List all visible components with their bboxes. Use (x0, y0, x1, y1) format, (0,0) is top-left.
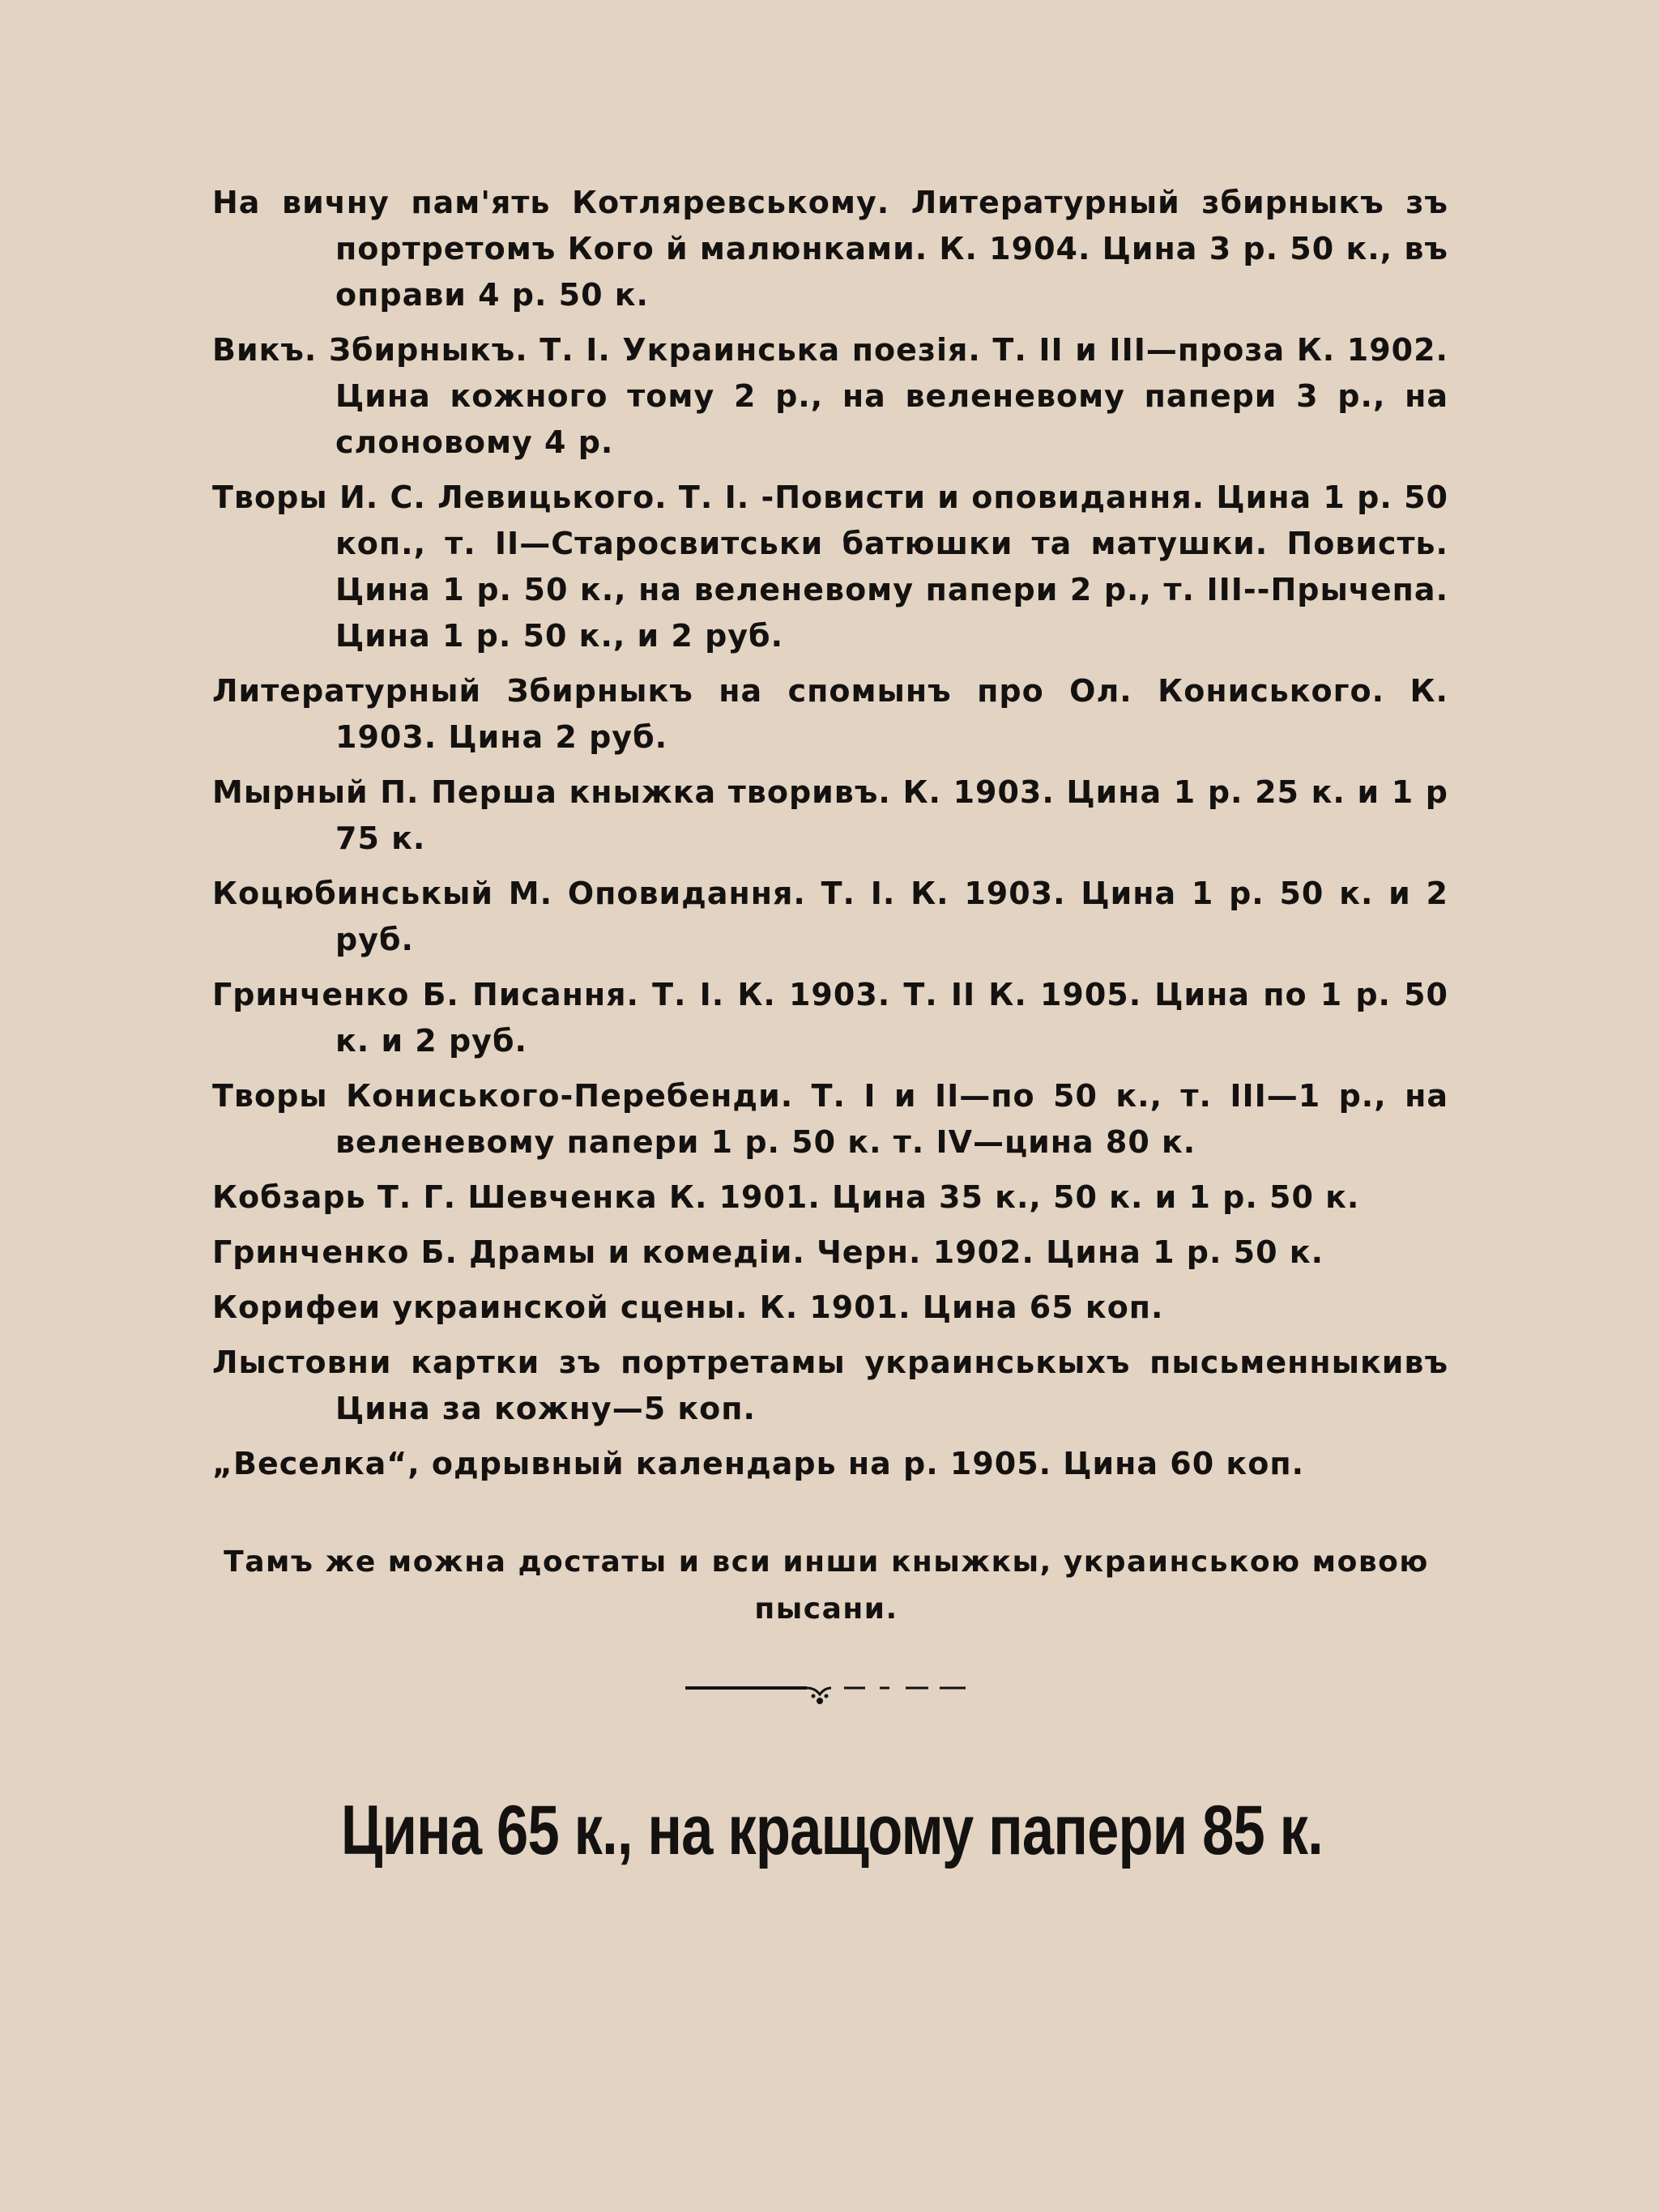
list-item: „Веселка“, одрывный календарь на р. 1905. Цина 60 коп. (212, 1446, 1305, 1481)
list-item: Гринченко Б. Драмы и комедіи. Черн. 1902. Цина 1 р. 50 к. (212, 1234, 1324, 1270)
list-item: Викъ. Збирныкъ. Т. I. Украинська поезія. Т. II и III—проза К. 1902. Цина кожного тому 2 р., на веленевому папери 3 р., на слоновому 4 р. (212, 332, 1448, 460)
list-item: Коцюбинськый М. Оповидання. Т. I. К. 1903. Цина 1 р. 50 к. и 2 руб. (212, 876, 1448, 957)
list-item: Творы И. С. Левицького. Т. I. -Повисти и оповидання. Цина 1 р. 50 коп., т. II—Старосвитськи батюшки та матушки. Повисть. Цина 1 р. 50 к., на веленевому папери 2 р., т. III--Прычепа. Цина 1 р. 50 к., и 2 руб. (212, 479, 1448, 654)
list-item: Литературный Збирныкъ на спомынъ про Ол. Кониського. К. 1903. Цина 2 руб. (212, 673, 1448, 755)
list-item: Лыстовни картки зъ портретамы украинськыхъ пысьменныкивъ Цина за кожну—5 коп. (212, 1345, 1448, 1426)
list-item: Творы Кониського-Перебенди. Т. I и II—по 50 к., т. III—1 р., на веленевому папери 1 р. 50 к. т. IV—цина 80 к. (212, 1078, 1448, 1160)
list-item: Кобзарь Т. Г. Шевченка К. 1901. Цина 35 к., 50 к. и 1 р. 50 к. (212, 1179, 1360, 1215)
list-item: Мырный П. Перша кныжка творивъ. К. 1903. Цина 1 р. 25 к. и 1 р 75 к. (212, 774, 1448, 856)
list-item: Гринченко Б. Писання. Т. I. К. 1903. Т. II К. 1905. Цина по 1 р. 50 к. и 2 руб. (212, 977, 1448, 1059)
ornament-divider (685, 1677, 966, 1709)
book-price: Цина 65 к., на кращому папери 85 к. (340, 1792, 1323, 1869)
availability-note: Тамъ же можна достаты и вси инши кныжкы, украинською мовою пысани. (224, 1545, 1429, 1626)
publications-list (212, 180, 1448, 1496)
list-item: Корифеи украинской сцены. К. 1901. Цина 65 коп. (212, 1289, 1164, 1325)
list-item: На вичну пам'ять Котляревському. Литературный збирныкъ зъ портретомъ Кого й малюнками. К. 1904. Цина 3 р. 50 к., въ оправи 4 р. 50 к. (212, 185, 1448, 313)
